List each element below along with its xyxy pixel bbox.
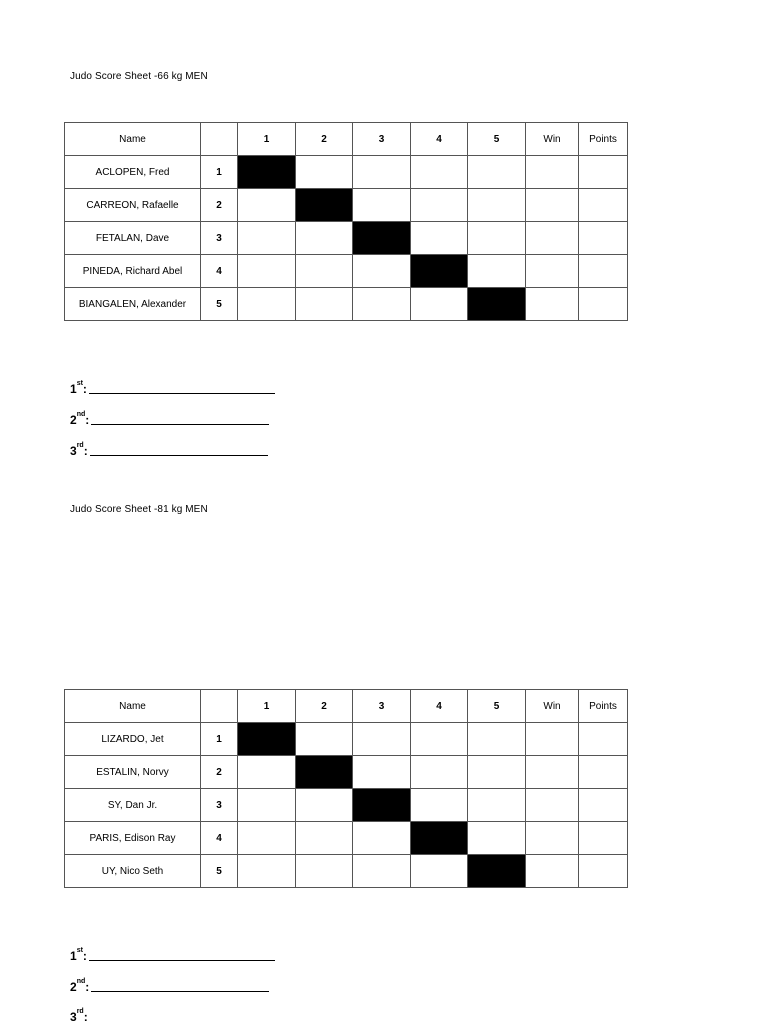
competitor-name: PINEDA, Richard Abel	[65, 255, 201, 288]
place-suffix: rd	[76, 1008, 84, 1015]
blocked-cell	[296, 756, 353, 789]
place-colon: :	[82, 949, 87, 963]
score-cell[interactable]	[411, 189, 468, 222]
score-cell[interactable]	[296, 255, 353, 288]
blocked-cell	[238, 723, 296, 756]
competitor-name: FETALAN, Dave	[65, 222, 201, 255]
competitor-number: 3	[201, 222, 238, 255]
score-cell[interactable]	[411, 789, 468, 822]
score-cell[interactable]	[353, 756, 411, 789]
win-cell[interactable]	[526, 288, 579, 321]
third-place-blank[interactable]	[90, 455, 268, 456]
competitor-number: 4	[201, 255, 238, 288]
score-cell[interactable]	[411, 855, 468, 888]
place-number: 1	[70, 382, 77, 396]
third-place-line	[70, 1008, 90, 1024]
points-cell[interactable]	[579, 222, 628, 255]
competitor-number: 5	[201, 288, 238, 321]
blocked-cell	[411, 822, 468, 855]
blocked-cell	[353, 789, 411, 822]
table-row	[65, 789, 628, 822]
score-cell[interactable]	[296, 855, 353, 888]
header-number	[201, 690, 238, 723]
competitor-name: PARIS, Edison Ray	[65, 822, 201, 855]
blocked-cell	[296, 189, 353, 222]
competitor-name: LIZARDO, Jet	[65, 723, 201, 756]
score-cell[interactable]	[468, 222, 526, 255]
blocked-cell	[238, 156, 296, 189]
place-colon: :	[82, 382, 87, 396]
score-cell[interactable]	[353, 855, 411, 888]
score-cell[interactable]	[468, 756, 526, 789]
competitor-name: ACLOPEN, Fred	[65, 156, 201, 189]
header-bout-5: 5	[468, 690, 526, 723]
table-row	[65, 822, 628, 855]
header-win: Win	[526, 690, 579, 723]
place-number: 1	[70, 949, 77, 963]
win-cell[interactable]	[526, 789, 579, 822]
header-bout-4: 4	[411, 123, 468, 156]
place-suffix: rd	[76, 442, 84, 449]
blocked-cell	[468, 288, 526, 321]
sheet-title: Judo Score Sheet -81 kg MEN	[70, 504, 208, 515]
score-cell[interactable]	[238, 222, 296, 255]
score-cell[interactable]	[468, 156, 526, 189]
place-colon: :	[83, 1010, 88, 1024]
table-row	[65, 255, 628, 288]
score-table	[64, 689, 628, 888]
score-cell[interactable]	[296, 723, 353, 756]
header-bout-5: 5	[468, 123, 526, 156]
score-cell[interactable]	[238, 789, 296, 822]
first-place-blank[interactable]	[89, 960, 275, 961]
place-colon: :	[83, 444, 88, 458]
header-bout-4: 4	[411, 690, 468, 723]
score-cell[interactable]	[353, 822, 411, 855]
competitor-number: 2	[201, 189, 238, 222]
place-suffix: nd	[76, 978, 86, 985]
competitor-name: BIANGALEN, Alexander	[65, 288, 201, 321]
header-row	[65, 123, 628, 156]
table-row	[65, 723, 628, 756]
score-cell[interactable]	[296, 288, 353, 321]
header-win: Win	[526, 123, 579, 156]
win-cell[interactable]	[526, 156, 579, 189]
score-cell[interactable]	[353, 723, 411, 756]
score-cell[interactable]	[238, 288, 296, 321]
score-cell[interactable]	[411, 756, 468, 789]
points-cell[interactable]	[579, 288, 628, 321]
win-cell[interactable]	[526, 822, 579, 855]
score-cell[interactable]	[296, 156, 353, 189]
win-cell[interactable]	[526, 255, 579, 288]
score-cell[interactable]	[296, 789, 353, 822]
win-cell[interactable]	[526, 855, 579, 888]
table-row	[65, 288, 628, 321]
points-cell[interactable]	[579, 789, 628, 822]
score-cell[interactable]	[353, 255, 411, 288]
header-points: Points	[579, 690, 628, 723]
score-table	[64, 122, 628, 321]
first-place-blank[interactable]	[89, 393, 275, 394]
competitor-name: UY, Nico Seth	[65, 855, 201, 888]
first-place-line	[70, 380, 275, 396]
score-cell[interactable]	[468, 822, 526, 855]
points-cell[interactable]	[579, 855, 628, 888]
header-bout-3: 3	[353, 690, 411, 723]
place-suffix: st	[76, 380, 83, 387]
header-bout-1: 1	[238, 690, 296, 723]
blocked-cell	[411, 255, 468, 288]
header-name: Name	[65, 123, 201, 156]
place-number: 2	[70, 413, 77, 427]
points-cell[interactable]	[579, 723, 628, 756]
header-bout-2: 2	[296, 690, 353, 723]
score-cell[interactable]	[468, 189, 526, 222]
competitor-number: 5	[201, 855, 238, 888]
competitor-number: 3	[201, 789, 238, 822]
score-cell[interactable]	[238, 255, 296, 288]
score-cell[interactable]	[411, 222, 468, 255]
score-cell[interactable]	[468, 789, 526, 822]
points-cell[interactable]	[579, 756, 628, 789]
competitor-number: 1	[201, 723, 238, 756]
score-cell[interactable]	[238, 855, 296, 888]
place-colon: :	[85, 413, 90, 427]
score-cell[interactable]	[411, 288, 468, 321]
table-row	[65, 855, 628, 888]
competitor-number: 4	[201, 822, 238, 855]
second-place-blank[interactable]	[91, 424, 269, 425]
points-cell[interactable]	[579, 822, 628, 855]
header-bout-3: 3	[353, 123, 411, 156]
second-place-line	[70, 411, 269, 427]
header-number	[201, 123, 238, 156]
blocked-cell	[468, 855, 526, 888]
points-cell[interactable]	[579, 156, 628, 189]
score-cell[interactable]	[296, 222, 353, 255]
score-cell[interactable]	[238, 189, 296, 222]
table-row	[65, 222, 628, 255]
third-place-line	[70, 442, 268, 458]
competitor-number: 2	[201, 756, 238, 789]
score-cell[interactable]	[468, 723, 526, 756]
header-bout-2: 2	[296, 123, 353, 156]
score-cell[interactable]	[353, 189, 411, 222]
blocked-cell	[353, 222, 411, 255]
header-points: Points	[579, 123, 628, 156]
score-cell[interactable]	[238, 822, 296, 855]
place-colon: :	[85, 980, 90, 994]
header-row	[65, 690, 628, 723]
competitor-name: ESTALIN, Norvy	[65, 756, 201, 789]
first-place-line	[70, 947, 275, 963]
score-cell[interactable]	[296, 822, 353, 855]
place-suffix: nd	[76, 411, 86, 418]
score-cell[interactable]	[468, 255, 526, 288]
competitor-name: SY, Dan Jr.	[65, 789, 201, 822]
score-cell[interactable]	[353, 156, 411, 189]
competitor-name: CARREON, Rafaelle	[65, 189, 201, 222]
sheet-title: Judo Score Sheet -66 kg MEN	[70, 71, 208, 82]
table-row	[65, 189, 628, 222]
place-number: 3	[70, 1010, 77, 1024]
second-place-line	[70, 978, 269, 994]
second-place-blank[interactable]	[91, 991, 269, 992]
header-name: Name	[65, 690, 201, 723]
score-cell[interactable]	[353, 288, 411, 321]
table-row	[65, 156, 628, 189]
place-number: 2	[70, 980, 77, 994]
place-suffix: st	[76, 947, 83, 954]
table-row	[65, 756, 628, 789]
competitor-number: 1	[201, 156, 238, 189]
place-number: 3	[70, 444, 77, 458]
points-cell[interactable]	[579, 255, 628, 288]
win-cell[interactable]	[526, 189, 579, 222]
score-cell[interactable]	[238, 756, 296, 789]
score-cell[interactable]	[411, 723, 468, 756]
header-bout-1: 1	[238, 123, 296, 156]
win-cell[interactable]	[526, 723, 579, 756]
win-cell[interactable]	[526, 222, 579, 255]
points-cell[interactable]	[579, 189, 628, 222]
win-cell[interactable]	[526, 756, 579, 789]
score-cell[interactable]	[411, 156, 468, 189]
